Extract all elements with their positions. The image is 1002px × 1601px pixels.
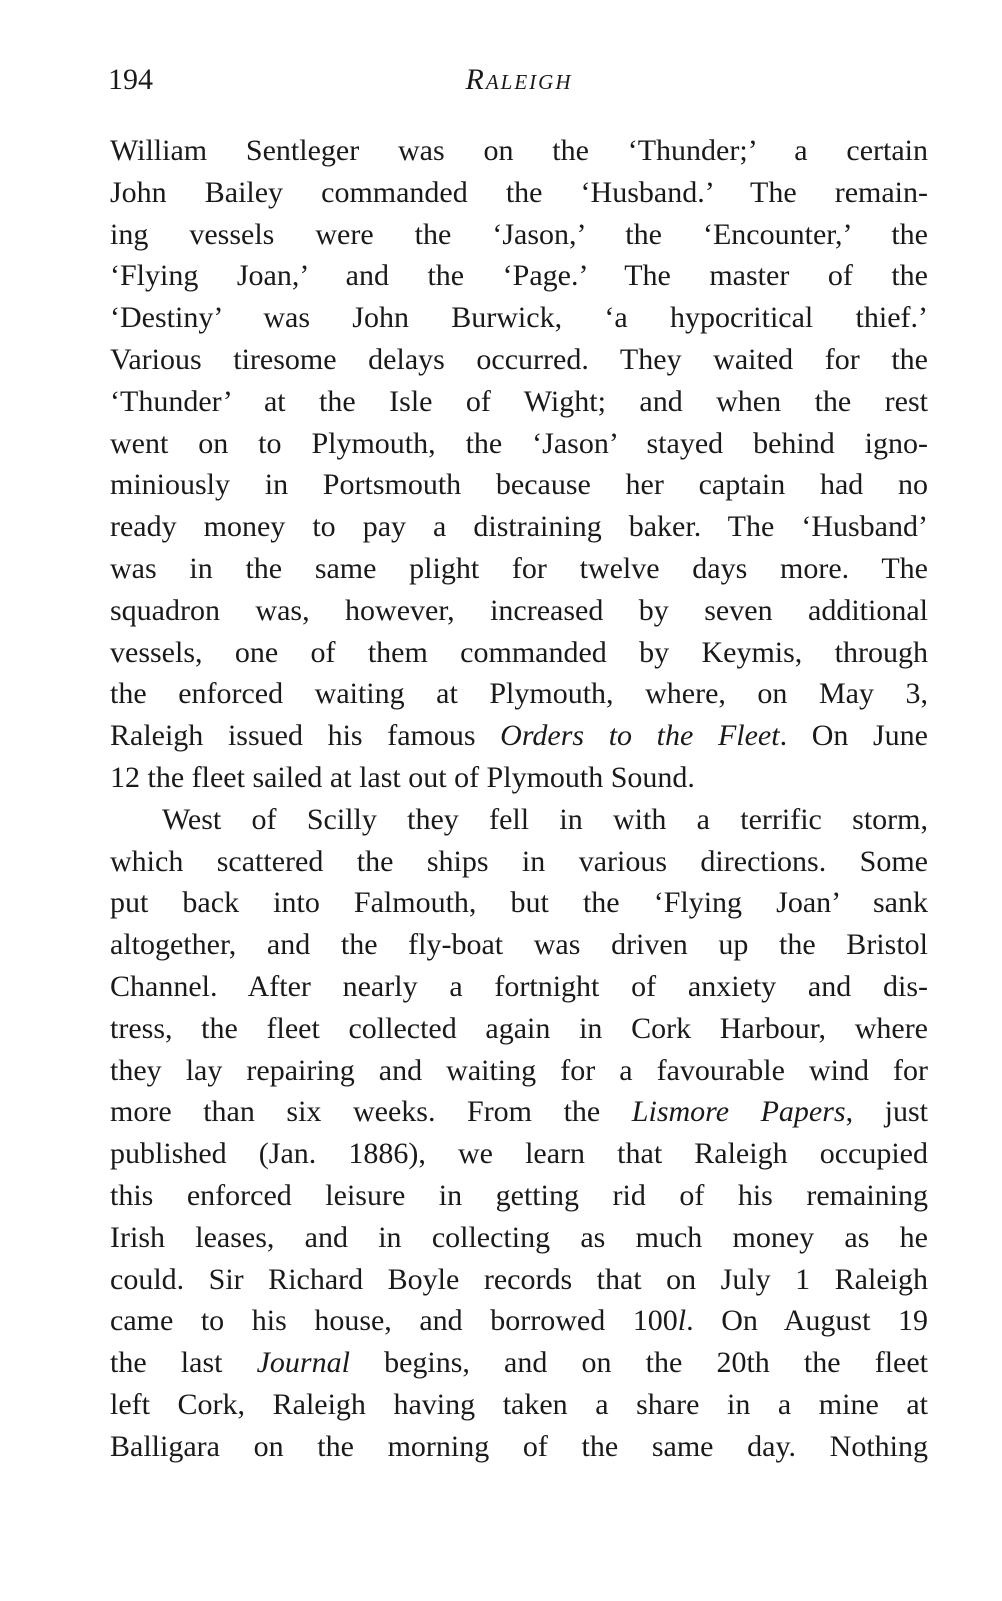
text-line (110, 1091, 928, 1133)
text-line: tress, the fleet collected again in Cork Harbour, where (110, 1011, 928, 1045)
text-segment: . On August 19 (686, 1304, 928, 1338)
text-segment: Raleigh issued his famous (110, 719, 501, 753)
body-text (110, 130, 928, 1468)
text-line: Various tiresome delays occurred. They waited for the (110, 342, 928, 376)
text-line: vessels, one of them commanded by Keymis, through (110, 635, 928, 669)
italic-text-segment: Orders to the Fleet (500, 719, 780, 753)
page-number: 194 (108, 63, 153, 96)
text-line: left Cork, Raleigh having taken a share in a mine at (110, 1387, 928, 1421)
text-segment: . On June (779, 719, 928, 753)
text-line: ‘Destiny’ was John Burwick, ‘a hypocritical thief.’ (110, 301, 928, 335)
text-line: they lay repairing and waiting for a favourable wind for (110, 1053, 928, 1087)
text-segment: came to his house, and borrowed 100 (110, 1304, 678, 1338)
text-line: which scattered the ships in various directions. Some (110, 844, 928, 878)
text-line: miniously in Portsmouth because her captain had no (110, 468, 928, 502)
text-line: William Sentleger was on the ‘Thunder;’ a certain (110, 134, 928, 167)
text-line: ing vessels were the ‘Jason,’ the ‘Encounter,’ the (110, 217, 928, 251)
text-line (110, 1342, 928, 1384)
text-line: altogether, and the fly-boat was driven up the Bristol (110, 928, 928, 962)
text-line: Irish leases, and in collecting as much money as he (110, 1220, 928, 1254)
italic-text-segment: Lismore Papers (631, 1095, 846, 1129)
italic-text-segment: l (677, 1304, 687, 1338)
text-line: Balligara on the morning of the same day. Nothing (110, 1429, 928, 1463)
text-line: was in the same plight for twelve days more. The (110, 551, 928, 585)
text-line: put back into Falmouth, but the ‘Flying Joan’ sank (110, 886, 928, 920)
text-line: John Bailey commanded the ‘Husband.’ The remain- (110, 175, 928, 209)
text-line: this enforced leisure in getting rid of his remaining (110, 1178, 928, 1212)
text-segment: more than six weeks. From the (110, 1095, 632, 1129)
text-line: could. Sir Richard Boyle records that on July 1 Raleigh (110, 1262, 928, 1296)
text-segment: the last (110, 1346, 257, 1380)
running-title: Raleigh (465, 63, 573, 96)
text-line: ‘Flying Joan,’ and the ‘Page.’ The master of the (110, 259, 928, 293)
text-line: ready money to pay a distraining baker. The ‘Husband’ (110, 510, 928, 544)
text-line: ‘Thunder’ at the Isle of Wight; and when the rest (110, 384, 928, 418)
text-line: squadron was, however, increased by seven additional (110, 593, 928, 627)
text-line: Channel. After nearly a fortnight of anxiety and dis- (110, 969, 928, 1003)
running-head (108, 58, 930, 102)
text-line: went on to Plymouth, the ‘Jason’ stayed behind igno- (110, 426, 928, 460)
text-segment: begins, and on the 20th the fleet (349, 1346, 929, 1380)
text-line (110, 715, 928, 757)
text-segment: , just (845, 1095, 928, 1129)
text-line: the enforced waiting at Plymouth, where, on May 3, (110, 677, 928, 711)
italic-text-segment: Journal (256, 1346, 350, 1380)
text-line: West of Scilly they fell in with a terrific storm, (162, 802, 928, 836)
text-line: published (Jan. 1886), we learn that Raleigh occupied (110, 1137, 928, 1171)
text-line: 12 the fleet sailed at last out of Plymouth Sound. (110, 760, 695, 794)
text-line (110, 1300, 928, 1342)
